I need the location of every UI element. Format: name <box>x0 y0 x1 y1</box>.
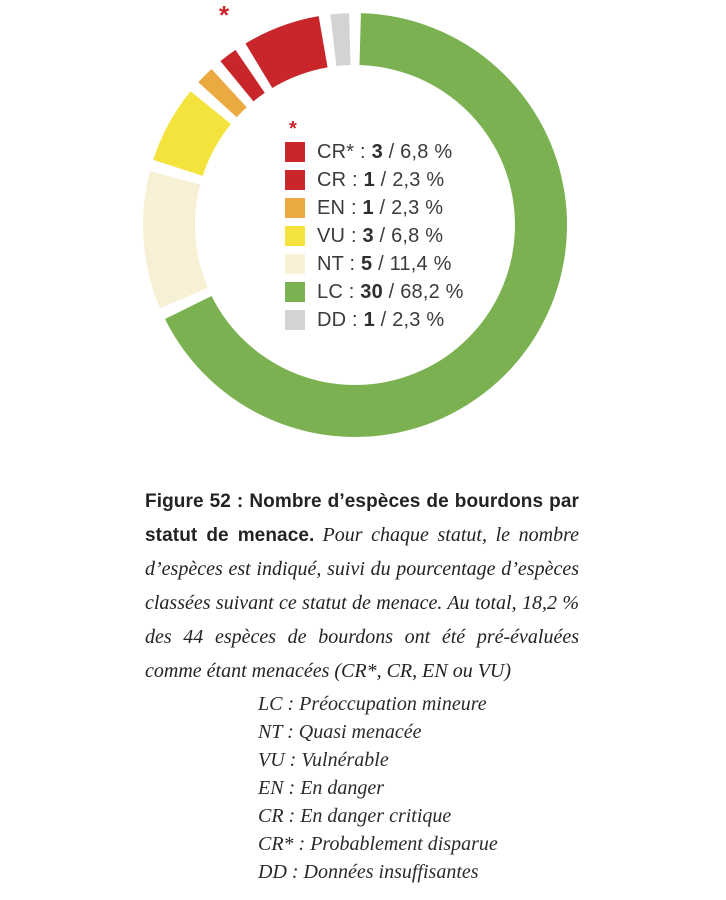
nt-swatch <box>285 254 305 274</box>
legend-separator: / <box>382 140 401 163</box>
legend-item-vu <box>285 222 464 250</box>
legend-separator: / <box>372 252 390 275</box>
legend-separator: : <box>345 196 363 219</box>
legend-count: 1 <box>362 196 374 219</box>
legend-label-en <box>317 197 443 220</box>
legend-code: CR* <box>317 140 355 163</box>
caption-title: Figure 52 : Nombre d’espèces de bourdons par statut de menace. <box>145 491 579 546</box>
legend-label-dd <box>317 309 444 332</box>
en-swatch <box>285 198 305 218</box>
caption-body: Pour chaque statut, le nombre d’espèces est indiqué, suivi du pourcentage d’espèces classées suivant ce statut de menace. Au total, 18,2 % des 44 espèces de bourdons ont été pré-évaluées comme étant menacées (CR*, CR, EN ou VU) <box>145 524 579 682</box>
legend-count: 5 <box>360 252 373 275</box>
legend-count: 1 <box>363 168 375 191</box>
figure-caption <box>145 486 579 689</box>
legend-pct: 6,8 % <box>400 140 453 163</box>
legend-separator: / <box>374 168 393 191</box>
dd-swatch <box>285 310 305 330</box>
legend-count: 1 <box>363 308 375 331</box>
lc-swatch <box>285 282 305 302</box>
legend-label-crstar <box>317 141 452 164</box>
definition-dd: DD : Données insuffisantes <box>258 861 479 883</box>
definition-nt: NT : Quasi menacée <box>258 721 422 743</box>
legend-item-lc <box>285 278 464 306</box>
cr-swatch <box>285 170 305 190</box>
crstar-segment-asterisk-marker: * <box>219 0 230 30</box>
definition-en: EN : En danger <box>258 777 385 799</box>
legend-pct: 6,8 % <box>391 224 444 247</box>
legend-code: NT <box>317 252 344 275</box>
crstar-swatch <box>285 142 305 162</box>
legend-separator: : <box>342 280 361 303</box>
definition-crstar: CR* : Probablement disparue <box>258 833 498 855</box>
donut-segment-DD <box>330 13 350 66</box>
legend-item-crstar <box>285 138 464 166</box>
legend-pct: 68,2 % <box>400 280 464 303</box>
legend-separator: / <box>373 196 392 219</box>
legend-code: EN <box>317 196 346 219</box>
status-definitions <box>258 690 498 886</box>
legend-asterisk-marker: * <box>289 118 297 140</box>
legend-separator: : <box>345 224 363 247</box>
definition-lc: LC : Préoccupation mineure <box>258 693 487 715</box>
donut-segment-CR-star <box>245 16 327 88</box>
legend-count: 3 <box>371 140 383 163</box>
legend-item-dd <box>285 306 464 334</box>
legend-label-cr <box>317 169 444 192</box>
legend-separator: / <box>373 224 392 247</box>
vu-swatch <box>285 226 305 246</box>
legend-code: CR <box>317 168 347 191</box>
legend-count: 3 <box>362 224 374 247</box>
donut-segment-NT <box>143 171 208 308</box>
legend-item-en <box>285 194 464 222</box>
legend-separator: / <box>382 280 401 303</box>
legend-separator: : <box>346 308 364 331</box>
chart-legend <box>285 120 464 334</box>
caption-paragraph <box>145 486 579 689</box>
legend-pct: 2,3 % <box>392 168 445 191</box>
legend-code: LC <box>317 280 343 303</box>
legend-code: DD <box>317 308 347 331</box>
legend-separator: : <box>343 252 361 275</box>
legend-pct: 11,4 % <box>389 252 452 275</box>
legend-pct: 2,3 % <box>392 308 445 331</box>
donut-segment-VU <box>153 91 231 176</box>
legend-code: VU <box>317 224 346 247</box>
legend-pct: 2,3 % <box>391 196 444 219</box>
legend-label-nt <box>317 253 452 276</box>
definition-cr: CR : En danger critique <box>258 805 452 827</box>
legend-label-lc <box>317 281 464 304</box>
legend-label-vu <box>317 225 443 248</box>
definition-vu: VU : Vulnérable <box>258 749 389 771</box>
legend-separator: : <box>354 140 372 163</box>
legend-separator: : <box>346 168 364 191</box>
legend-separator: / <box>374 308 393 331</box>
legend-count: 30 <box>360 280 383 303</box>
legend-item-nt <box>285 250 464 278</box>
legend-item-cr <box>285 166 464 194</box>
